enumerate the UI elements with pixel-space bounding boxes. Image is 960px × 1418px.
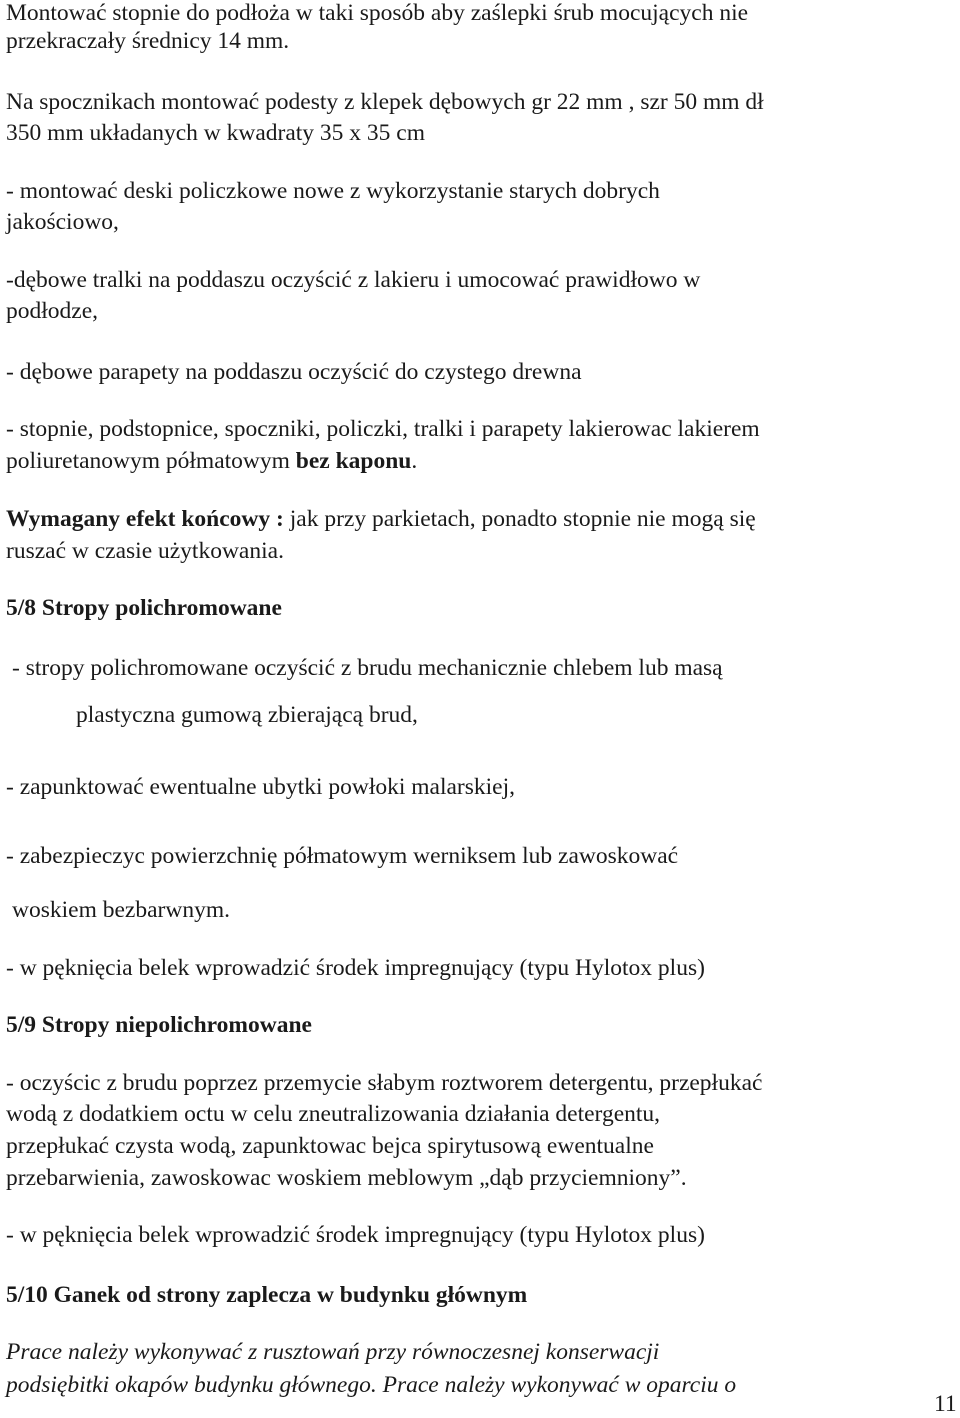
text-line: Na spocznikach montować podesty z klepek dębowych gr 22 mm , szr 50 mm dł bbox=[6, 89, 764, 115]
page-number: 11 bbox=[934, 1391, 957, 1417]
text-line: - zabezpieczyc powierzchnię półmatowym werniksem lub zawoskować bbox=[6, 843, 679, 869]
text-line: przepłukać czysta wodą, zapunktowac bejca spirytusową ewentualne bbox=[6, 1133, 654, 1159]
text-line: przebarwienia, zawoskowac woskiem meblowym „dąb przyciemniony”. bbox=[6, 1165, 687, 1191]
italic-text-line: podsiębitki okapów budynku głównego. Prace należy wykonywać w oparciu o bbox=[6, 1372, 737, 1398]
text-line: - w pęknięcia belek wprowadzić środek impregnujący (typu Hylotox plus) bbox=[6, 1222, 705, 1248]
text-line: - montować deski policzkowe nowe z wykorzystanie starych dobrych bbox=[6, 178, 660, 204]
section-heading: 5/9 Stropy niepolichromowane bbox=[6, 1012, 312, 1038]
text-line: Montować stopnie do podłoża w taki sposób aby zaślepki śrub mocujących nie bbox=[6, 0, 749, 26]
text-line: przekraczały średnicy 14 mm. bbox=[6, 28, 290, 54]
text-line: podłodze, bbox=[6, 298, 99, 324]
text-line: - zapunktować ewentualne ubytki powłoki malarskiej, bbox=[6, 774, 516, 800]
text-line bbox=[6, 505, 756, 533]
text-line: - oczyścic z brudu poprzez przemycie słabym roztworem detergentu, przepłukać bbox=[6, 1070, 763, 1096]
text-line: plastyczna gumową zbierającą brud, bbox=[76, 702, 418, 728]
text-line: ruszać w czasie użytkowania. bbox=[6, 538, 284, 564]
section-heading: 5/10 Ganek od strony zaplecza w budynku głównym bbox=[6, 1282, 528, 1308]
text-line: - stopnie, podstopnice, spoczniki, policzki, tralki i parapety lakierowac lakierem bbox=[6, 416, 760, 442]
italic-text-line: Prace należy wykonywać z rusztowań przy równoczesnej konserwacji bbox=[6, 1339, 660, 1365]
text-line: wodą z dodatkiem octu w celu zneutralizowania działania detergentu, bbox=[6, 1101, 661, 1127]
text-run: . bbox=[411, 448, 418, 474]
text-line: -dębowe tralki na poddaszu oczyścić z lakieru i umocować prawidłowo w bbox=[6, 267, 701, 293]
text-line: - stropy polichromowane oczyścić z brudu mechanicznie chlebem lub masą bbox=[12, 655, 723, 681]
text-line: 350 mm układanych w kwadraty 35 x 35 cm bbox=[6, 120, 425, 146]
text-line: woskiem bezbarwnym. bbox=[12, 897, 230, 923]
bold-text-run: bez kaponu bbox=[295, 448, 412, 474]
text-run: jak przy parkietach, ponadto stopnie nie mogą się bbox=[283, 506, 756, 532]
text-line: - dębowe parapety na poddaszu oczyścić do czystego drewna bbox=[6, 359, 582, 385]
text-line: - w pęknięcia belek wprowadzić środek impregnujący (typu Hylotox plus) bbox=[6, 955, 705, 981]
section-heading: 5/8 Stropy polichromowane bbox=[6, 595, 282, 621]
text-line: jakościowo, bbox=[6, 209, 119, 235]
bold-text-run: Wymagany efekt końcowy : bbox=[6, 506, 284, 532]
text-run: poliuretanowym półmatowym bbox=[6, 448, 296, 474]
text-line bbox=[6, 447, 417, 475]
